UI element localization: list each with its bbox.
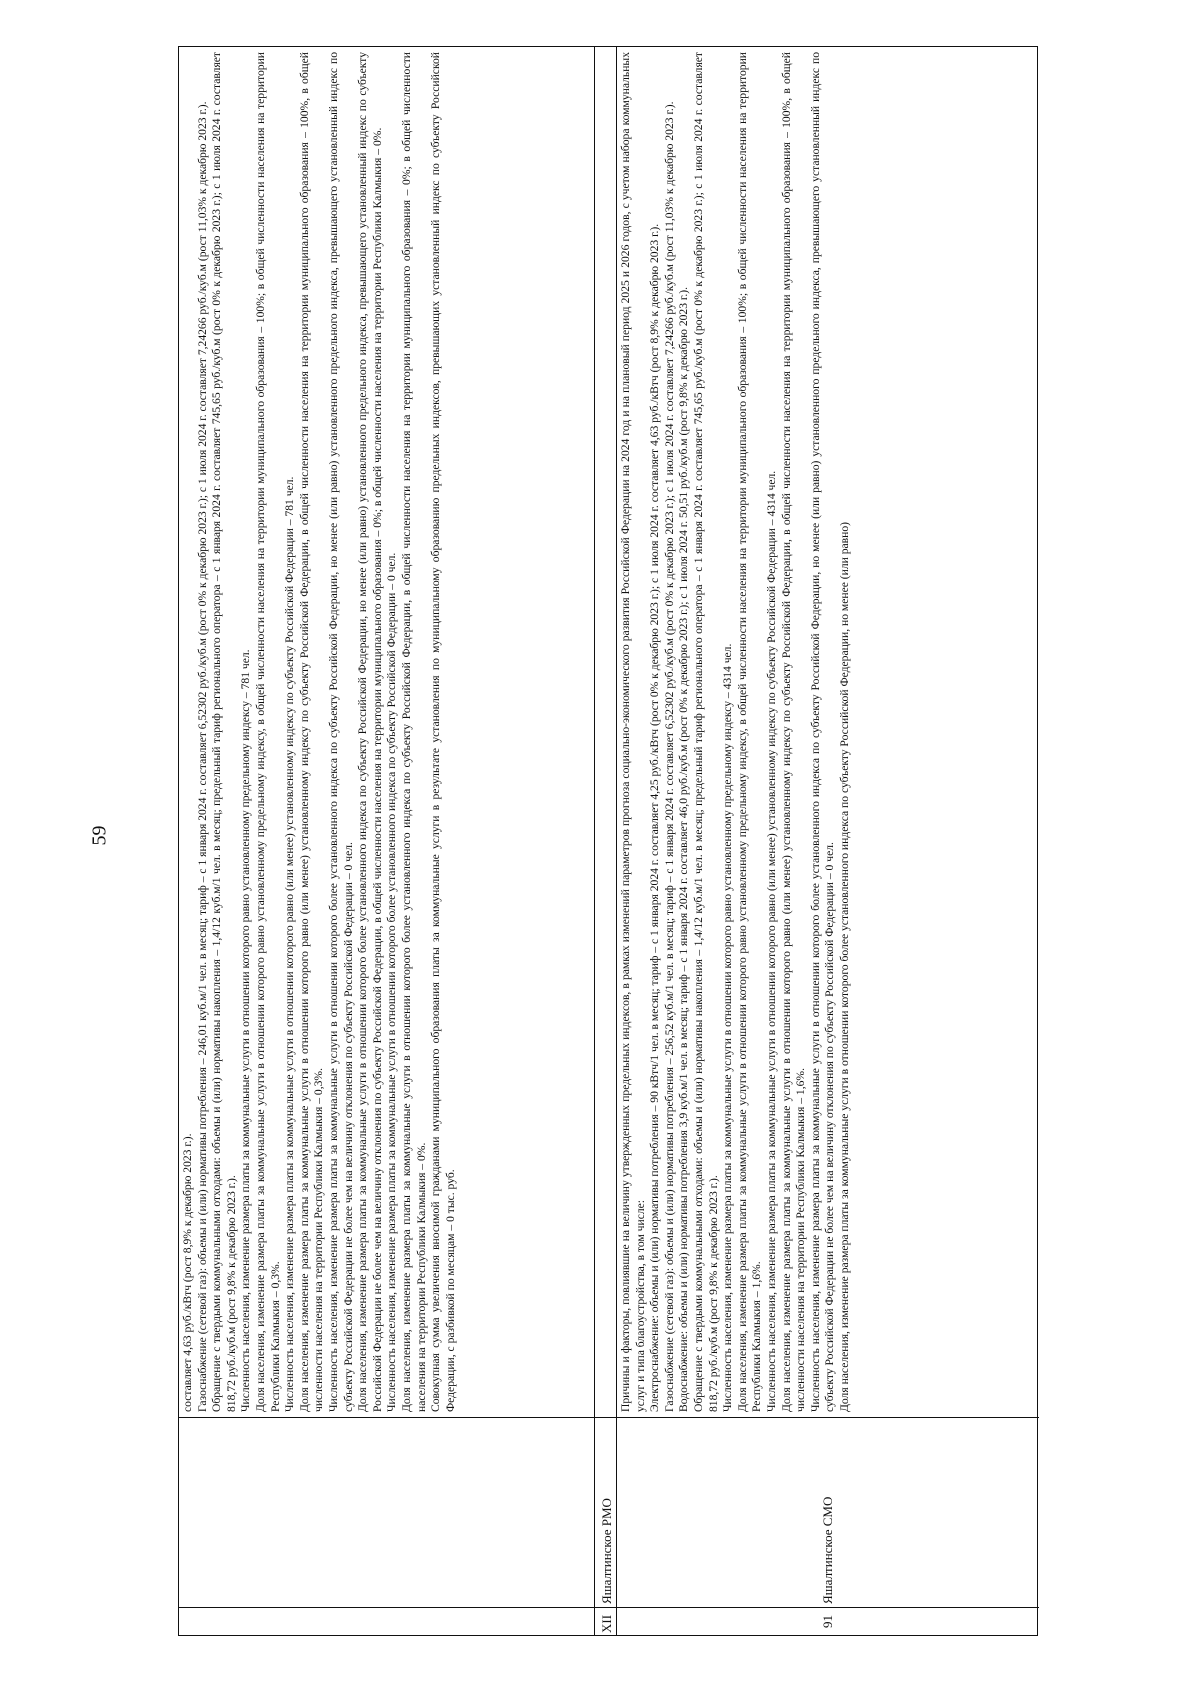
paragraph: Численность населения, изменение размера платы за коммунальные услуги в отношении которого равно (или менее) установленному индексу по субъекту Российской Федерации – 781 чел.: [283, 476, 297, 1412]
paragraph: Доля населения, изменение размера платы за коммунальные услуги в отношении которого равно установленному предельному индексу, в общей численности населения на территории муниципального образования – 100%; в общей численности населения на территории Республики Калмыкия – 0,3%.: [253, 52, 282, 1412]
row-number: [179, 1607, 594, 1635]
table-row-section: [594, 47, 617, 1635]
row-description: [617, 47, 1039, 1417]
row-description: [179, 47, 594, 1417]
row-municipality-name: Яшалтинское СМО: [617, 1417, 1039, 1607]
paragraph: Численность населения, изменение размера платы за коммунальные услуги в отношении которого равно (или менее) установленному индексу по субъекту Российской Федерации – 4314 чел.: [764, 470, 778, 1412]
paragraph: Водоснабжение: объемы и (или) нормативы потребления 3,9 куб.м/1 чел. в месяц; тариф – с 1 января 2024 г. составляет 46,0 руб./куб.м (рост 0% к декабрю 2023 г.); с 1 июля 2024 г. 50,51 руб./куб.м (рост 9,8% к декабрю 2023 г.).: [677, 286, 691, 1412]
paragraph: Доля населения, изменение размера платы за коммунальные услуги в отношении которого равно (или менее) установленному индексу по субъекту Российской Федерации, в общей численности населения на территории муниципального образования – 100%, в общей численности населения на территории Республики Калмыкия – 1,6%.: [779, 52, 808, 1412]
table-row-91: [617, 47, 1039, 1635]
paragraph: Численность населения, изменение размера платы за коммунальные услуги в отношении которого более установленного индекса по субъекту Российской Федерации, но менее (или равно) установленного предельного индекса, превышающего установленный индекс по субъекту Российской Федерации не более чем на величину отклонения по субъекту Российской Федерации – 0 чел.: [326, 52, 355, 1412]
paragraph: Газоснабжение (сетевой газ): объемы и (или) нормативы потребления – 256,52 куб.м/1 чел. в месяц; тариф – с 1 января 2024 г. составляет 6,52302 руб./куб.м (рост 0% к декабрю 2023 г.); с 1 июля 2024 г. составляет 7,24266 руб./куб.м (рост 11,03% к декабрю 2023 г.).: [662, 101, 676, 1412]
paragraph: составляет 4,63 руб./кВтч (рост 8,9% к декабрю 2023 г.).: [181, 1133, 194, 1412]
paragraph: Доля населения, изменение размера платы за коммунальные услуги в отношении которого более установленного индекса по субъекту Российской Федерации, в общей численности населения на территории муниципального образования – 0%; в общей численности населения на территории Республики Калмыкия – 0%.: [399, 52, 428, 1412]
row-number: 91: [617, 1607, 1039, 1635]
paragraph: Численность населения, изменение размера платы за коммунальные услуги в отношении которого равно установленному предельному индексу – 781 чел.: [239, 649, 253, 1412]
paragraph: Численность населения, изменение размера платы за коммунальные услуги в отношении которого равно установленному предельному индексу – 4314 чел.: [721, 643, 735, 1412]
data-table: [178, 46, 1038, 1636]
paragraph: Совокупная сумма увеличения вносимой гражданами муниципального образования платы за коммунальные услуги в результате установления по муниципальному образованию предельных индексов, превышающих установленный индекс по субъекту Российской Федерации, с разбивкой по месяцам – 0 тыс. руб.: [429, 52, 457, 1412]
paragraph: Обращение с твердыми коммунальными отходами: объемы и (или) нормативы накопления – 1,4/12 куб.м/1 чел. в месяц; предельный тариф регионального оператора – с 1 января 2024 г. составляет 745,65 руб./куб.м (рост 0% к декабрю 2023 г.); с 1 июля 2024 г. составляет 818,72 руб./куб.м (рост 9,8% к декабрю 2023 г.).: [210, 52, 238, 1412]
section-text: [595, 47, 616, 1417]
paragraph: Обращение с твердыми коммунальными отходами: объемы и (или) нормативы накопления – 1,4/12 куб.м/1 чел. в месяц; предельный тариф регионального оператора – с 1 января 2024 г. составляет 745,65 руб./куб.м (рост 0% к декабрю 2023 г.); с 1 июля 2024 г. составляет 818,72 руб./куб.м (рост 9,8% к декабрю 2023 г.).: [691, 52, 720, 1412]
paragraph: Электроснабжение: объемы и (или) нормативы потребления – 90 кВтч/1 чел. в месяц; тариф – с 1 января 2024 г. составляет 4,25 руб./кВтч (рост 0% к декабрю 2023 г.); с 1 июля 2024 г. составляет 4,63 руб./кВтч (рост 8,9% к декабрю 2023 г.).: [648, 223, 662, 1412]
table-row-continuation: [179, 47, 594, 1635]
paragraph: Доля населения, изменение размера платы за коммунальные услуги в отношении которого равно установленному предельному индексу, в общей численности населения на территории муниципального образования – 100%; в общей численности населения на территории Республики Калмыкия – 1,6%.: [735, 52, 764, 1412]
row-municipality-name: [179, 1417, 594, 1607]
paragraph: Причины и факторы, повлиявшие на величину утвержденных предельных индексов, в рамках изменений параметров прогноза социально-экономического развития Российской Федерации на 2024 год и на плановый период 2025 и 2026 годов, с учетом набора коммунальных услуг и типа благоустройства, в том числе:: [619, 52, 647, 1412]
paragraph: Газоснабжение (сетевой газ): объемы и (или) нормативы потребления – 246,01 куб.м/1 чел. в месяц; тариф – с 1 января 2024 г. составляет 6,52302 руб./куб.м (рост 0% к декабрю 2023 г.); с 1 июля 2024 г. составляет 7,24266 руб./куб.м (рост 11,03% к декабрю 2023 г.).: [195, 101, 209, 1412]
paragraph: Доля населения, изменение размера платы за коммунальные услуги в отношении которого более установленного индекса по субъекту Российской Федерации, но менее (или равно) установленного предельного индекса, превышающего установленный индекс по субъекту Российской Федерации не более чем на величину отклонения по субъекту Российской Федерации, в общей численности населения на территории муниципального образования – 0%; в общей численности населения на территории Республики Калмыкия – 0%.: [356, 52, 384, 1412]
paragraph: Доля населения, изменение размера платы за коммунальные услуги в отношении которого равно (или менее) установленному индексу по субъекту Российской Федерации, в общей численности населения на территории муниципального образования – 100%, в общей численности населения на территории Республики Калмыкия – 0,3%.: [297, 52, 326, 1412]
paragraph: Доля населения, изменение размера платы за коммунальные услуги в отношении которого более установленного индекса по субъекту Российской Федерации, но менее (или равно): [837, 521, 851, 1412]
section-name: Яшалтинское РМО: [595, 1417, 616, 1607]
section-number: XII: [595, 1607, 616, 1635]
page-number: 59: [88, 825, 111, 846]
paragraph: Численность населения, изменение размера платы за коммунальные услуги в отношении которого более установленного индекса по субъекту Российской Федерации, но менее (или равно) установленного предельного индекса, превышающего установленный индекс по субъекту Российской Федерации не более чем на величину отклонения по субъекту Российской Федерации – 0 чел.: [808, 52, 837, 1412]
rotated-table-container: [178, 46, 1038, 1636]
paragraph: Численность населения, изменение размера платы за коммунальные услуги в отношении которого более установленного индекса по субъекту Российской Федерации – 0 чел.: [385, 552, 399, 1412]
